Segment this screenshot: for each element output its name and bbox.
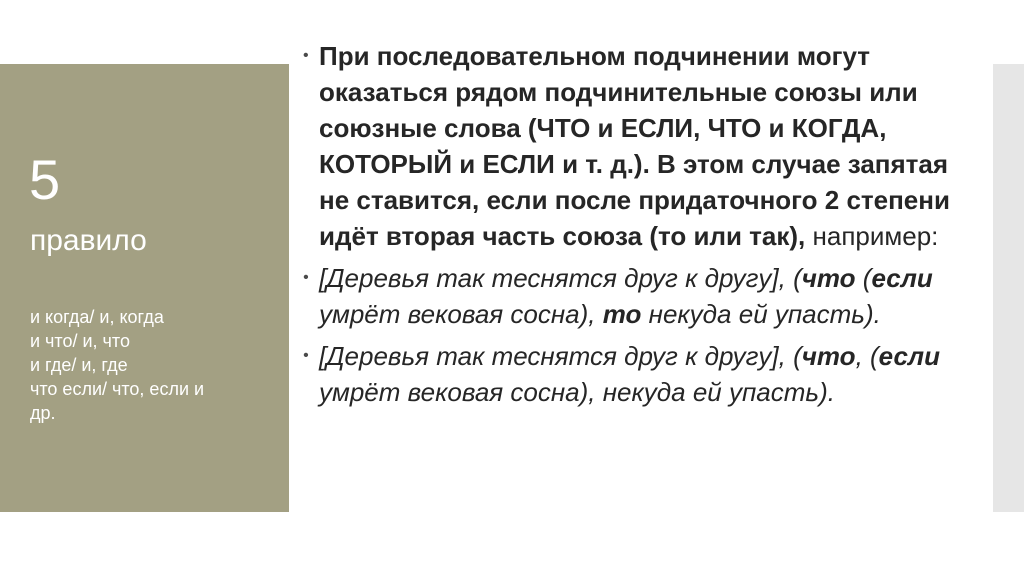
example-text: ( bbox=[855, 263, 872, 293]
bullet-rule-explanation bbox=[303, 38, 979, 254]
example-text: [Деревья так теснятся друг к другу], ( bbox=[319, 341, 802, 371]
rule-examples bbox=[30, 305, 270, 425]
example-text: умрёт вековая сосна), bbox=[319, 299, 603, 329]
bullet-icon: • bbox=[303, 47, 309, 64]
rule-number: 5 bbox=[29, 148, 61, 211]
example-text: [Деревья так теснятся друг к другу], ( bbox=[319, 263, 802, 293]
example-keyword: если bbox=[871, 263, 933, 293]
rule-text-tail: например: bbox=[805, 221, 939, 251]
rule-title: правило bbox=[30, 224, 147, 257]
example-text: некуда ей упасть). bbox=[641, 299, 881, 329]
bullet-icon: • bbox=[303, 347, 309, 364]
slide-content bbox=[303, 38, 979, 416]
example-keyword: что bbox=[801, 341, 856, 371]
example-text: , ( bbox=[855, 341, 879, 371]
rule-example-line: и когда/ и, когда bbox=[30, 307, 164, 327]
rule-example-line: и что/ и, что bbox=[30, 331, 130, 351]
rule-example-line: что если/ что, если и bbox=[30, 379, 205, 399]
example-keyword: что bbox=[801, 263, 856, 293]
rule-example-line: и где/ и, где bbox=[30, 355, 128, 375]
bullet-example-2 bbox=[303, 338, 979, 410]
example-text: умрёт вековая сосна), некуда ей упасть). bbox=[319, 377, 835, 407]
decorative-side-bar bbox=[993, 64, 1024, 512]
example-keyword: то bbox=[602, 299, 642, 329]
rule-text: При последовательном подчинении могут оказаться рядом подчинительные союзы или союзные слова (ЧТО и ЕСЛИ, ЧТО и КОГДА, КОТОРЫЙ и ЕСЛИ и т. д.). В этом случае запятая не ставится, если после придаточного 2 степени идёт вторая часть союза (то или так), bbox=[319, 41, 950, 251]
example-keyword: если bbox=[878, 341, 940, 371]
bullet-example-1 bbox=[303, 260, 979, 332]
rule-example-line: др. bbox=[30, 403, 56, 423]
title-panel bbox=[0, 64, 289, 512]
bullet-icon: • bbox=[303, 269, 309, 286]
